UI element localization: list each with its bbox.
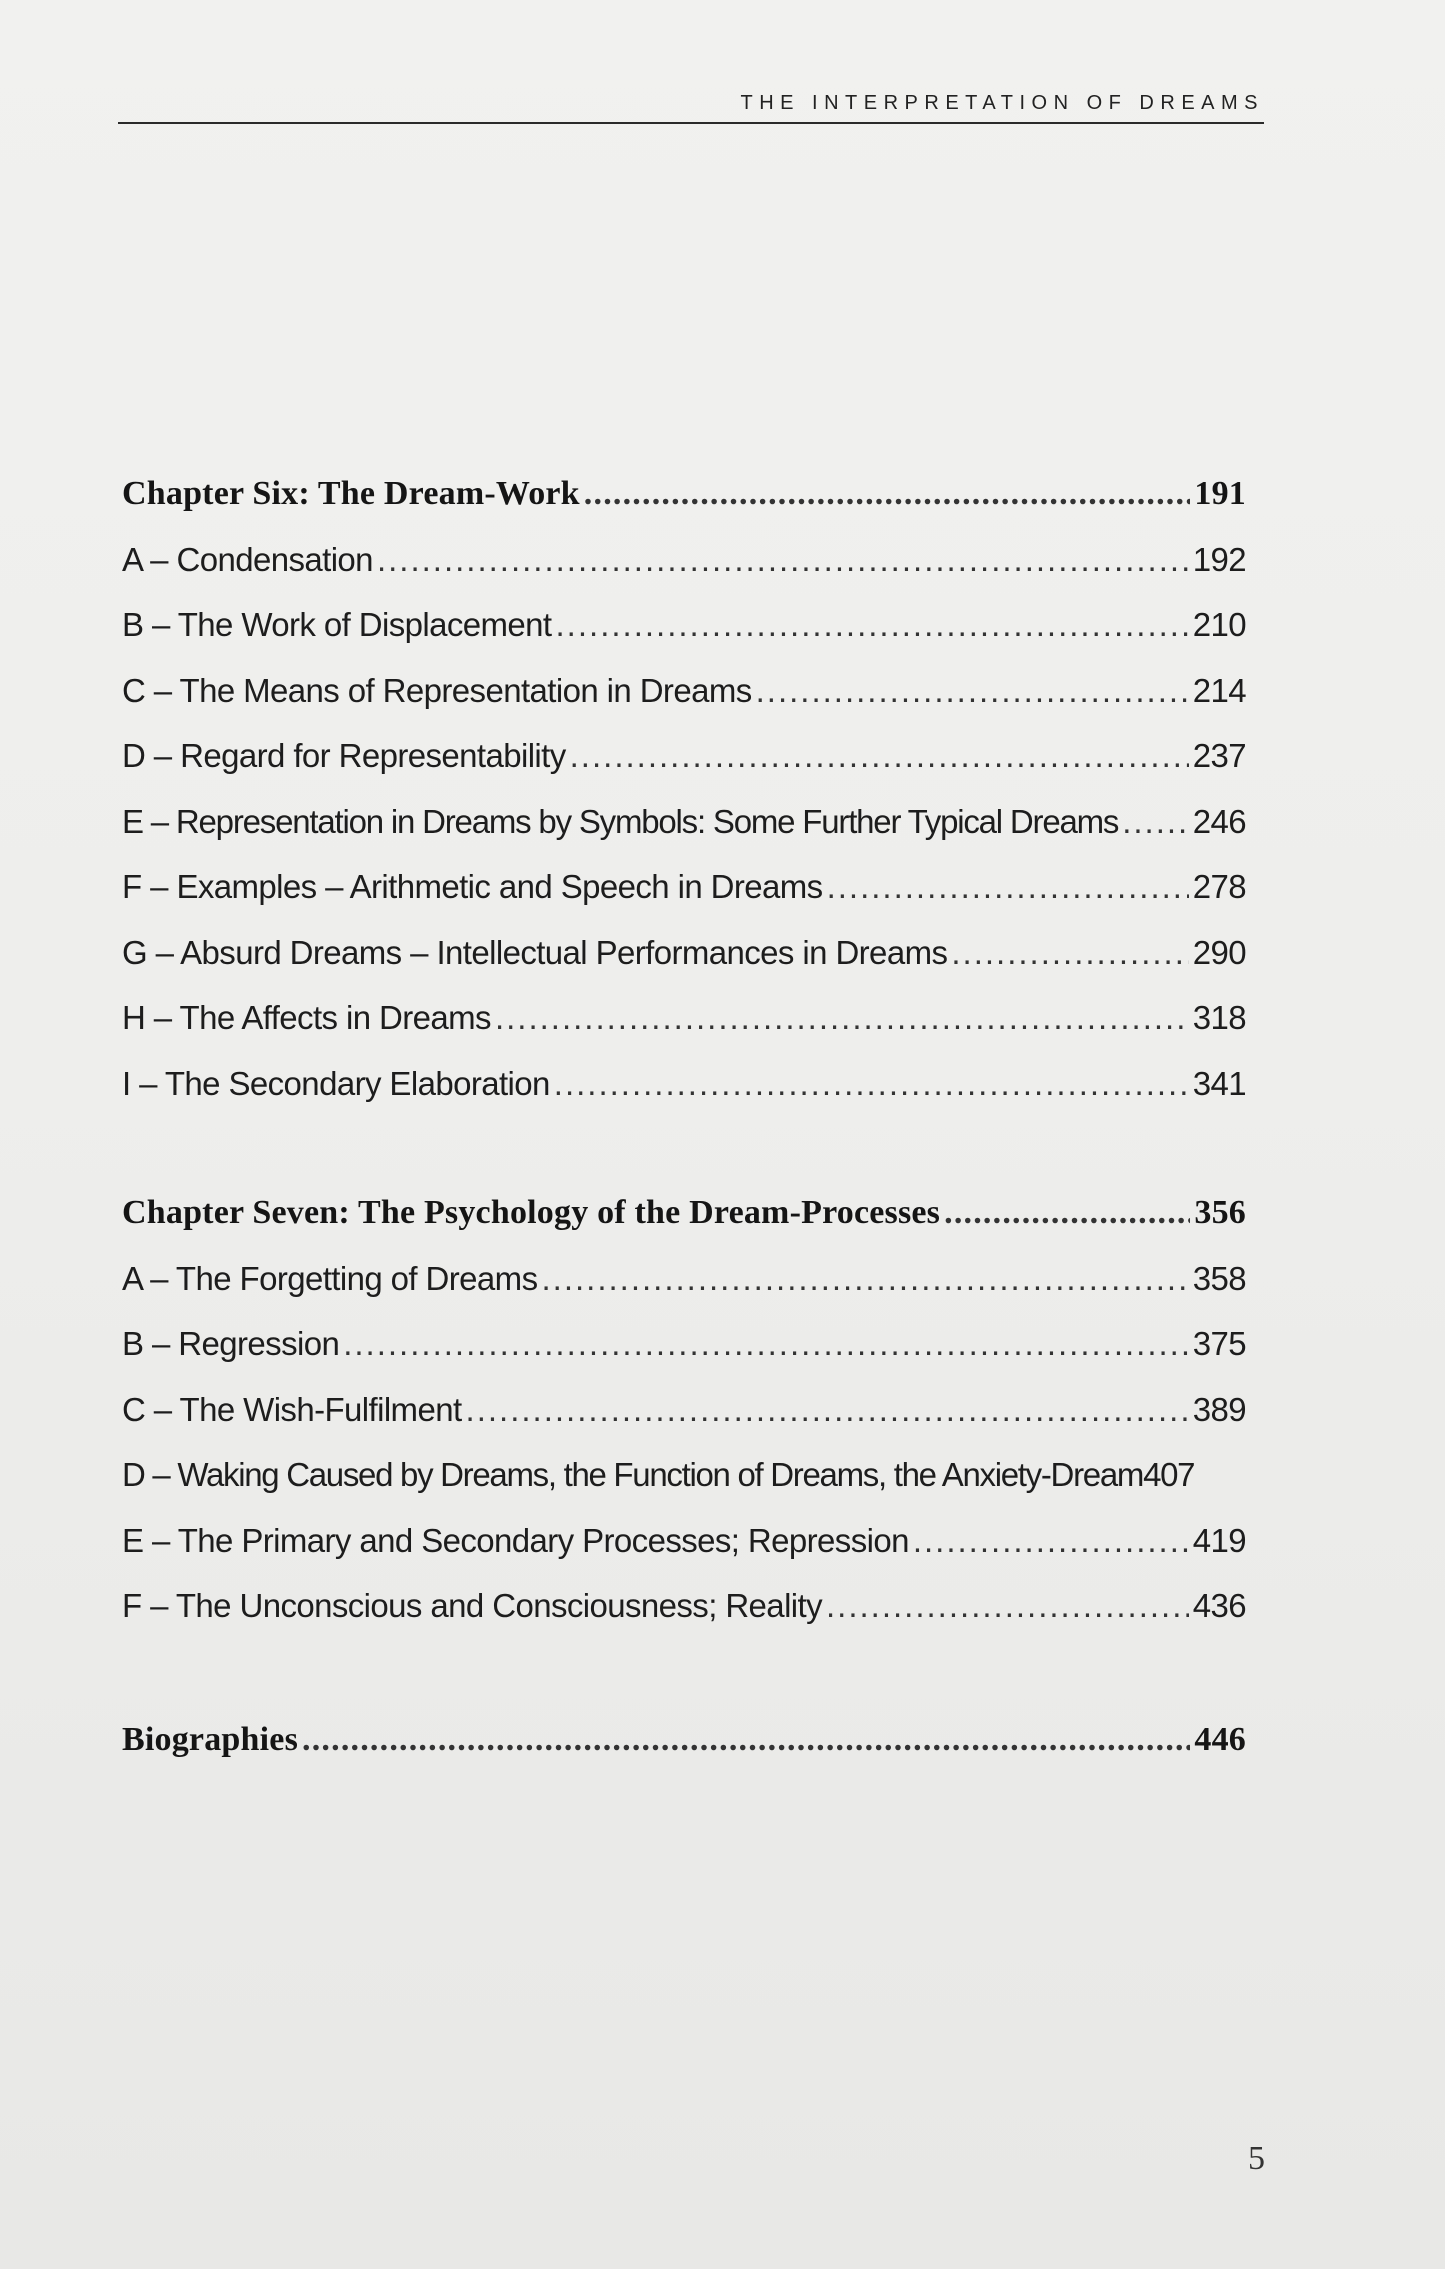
toc-entry[interactable]	[122, 854, 1246, 920]
toc-entry[interactable]	[122, 592, 1246, 658]
toc-chapter-title: Chapter Six: The Dream-Work	[122, 475, 580, 512]
toc-chapter-heading[interactable]	[122, 1707, 1246, 1773]
dot-leader	[554, 1051, 1189, 1117]
toc-entry-label: F – Examples – Arithmetic and Speech in Dreams	[122, 868, 823, 905]
toc-page-number: 210	[1192, 606, 1246, 643]
toc-chapter-seven	[122, 1180, 1246, 1639]
toc-entry-label: E – Representation in Dreams by Symbols: Some Further Typical Dreams	[122, 802, 1119, 840]
toc-entry[interactable]	[122, 658, 1246, 724]
toc-page-number: 356	[1194, 1194, 1246, 1231]
dot-leader	[913, 1508, 1189, 1574]
toc-page-number: 446	[1194, 1721, 1246, 1758]
toc-entry[interactable]	[122, 1573, 1246, 1639]
toc-chapter-heading[interactable]	[122, 461, 1246, 527]
toc-entry-label: E – The Primary and Secondary Processes; Repression	[122, 1521, 909, 1559]
toc-entry-label: B – Regression	[122, 1325, 340, 1362]
toc-entry-label: C – The Means of Representation in Dreams	[122, 671, 752, 709]
toc-chapter-six	[122, 461, 1246, 1116]
dot-leader	[495, 985, 1189, 1051]
toc-biographies	[122, 1707, 1246, 1773]
dot-leader	[827, 854, 1189, 920]
toc-entry-label: G – Absurd Dreams – Intellectual Performances in Dreams	[122, 933, 948, 971]
dot-leader	[826, 1573, 1189, 1639]
toc-page-number: 246	[1192, 802, 1246, 840]
toc-entry[interactable]	[122, 1442, 1246, 1508]
dot-leader	[584, 461, 1191, 527]
toc-chapter-title: Biographies	[122, 1721, 299, 1758]
toc-entry-label: D – Regard for Representability	[122, 737, 566, 774]
toc-entry-label: B – The Work of Displacement	[122, 606, 552, 643]
toc-chapter-heading[interactable]	[122, 1180, 1246, 1246]
toc-page-number: 389	[1192, 1390, 1246, 1428]
toc-entry-label: D – Waking Caused by Dreams, the Function of Dreams, the Anxiety-Dream	[122, 1456, 1144, 1493]
toc-page-number: 318	[1192, 999, 1246, 1036]
toc-page-number: 192	[1192, 540, 1246, 578]
dot-leader	[570, 723, 1189, 789]
toc-entry-label: H – The Affects in Dreams	[122, 999, 491, 1036]
toc-page-number: 237	[1192, 737, 1246, 774]
toc-entry[interactable]	[122, 1508, 1246, 1574]
toc-entry[interactable]	[122, 1246, 1246, 1312]
toc-entry-label: F – The Unconscious and Consciousness; Reality	[122, 1587, 822, 1624]
dot-leader	[1122, 789, 1189, 855]
dot-leader	[302, 1707, 1190, 1773]
toc-page-number: 191	[1194, 475, 1246, 512]
page-number-folio: 5	[1248, 2140, 1265, 2177]
toc-entry[interactable]	[122, 920, 1246, 986]
toc-entry[interactable]	[122, 1051, 1246, 1117]
toc-page-number: 436	[1192, 1587, 1246, 1624]
toc-entry-label: A – The Forgetting of Dreams	[122, 1259, 538, 1297]
toc-page-number: 358	[1192, 1259, 1246, 1297]
toc-page-number: 375	[1192, 1325, 1246, 1362]
toc-entry-label: C – The Wish-Fulfilment	[122, 1390, 462, 1428]
toc-entry[interactable]	[122, 985, 1246, 1051]
dot-leader	[377, 527, 1189, 593]
dot-leader	[556, 592, 1189, 658]
running-head: THE INTERPRETATION OF DREAMS	[740, 92, 1264, 114]
toc-page-number: 407	[1143, 1456, 1195, 1493]
toc-page-number: 214	[1192, 671, 1246, 709]
toc-page-number: 290	[1192, 933, 1246, 971]
dot-leader	[466, 1377, 1189, 1443]
dot-leader	[951, 920, 1188, 986]
toc-entry[interactable]	[122, 527, 1246, 593]
toc-page-number: 278	[1192, 868, 1246, 905]
toc-entry-label: A – Condensation	[122, 540, 373, 578]
dot-leader	[541, 1246, 1188, 1312]
toc-entry[interactable]	[122, 1377, 1246, 1443]
toc-entry[interactable]	[122, 1311, 1246, 1377]
toc-entry-label: I – The Secondary Elaboration	[122, 1064, 550, 1102]
toc-page-number: 341	[1192, 1064, 1246, 1102]
dot-leader	[343, 1311, 1189, 1377]
toc-entry[interactable]	[122, 723, 1246, 789]
dot-leader	[756, 658, 1189, 724]
toc-entry[interactable]	[122, 789, 1246, 855]
header-rule	[118, 122, 1264, 124]
toc-page-number: 419	[1192, 1521, 1246, 1559]
toc-chapter-title: Chapter Seven: The Psychology of the Dream-Processes	[122, 1194, 941, 1231]
dot-leader	[944, 1180, 1190, 1246]
